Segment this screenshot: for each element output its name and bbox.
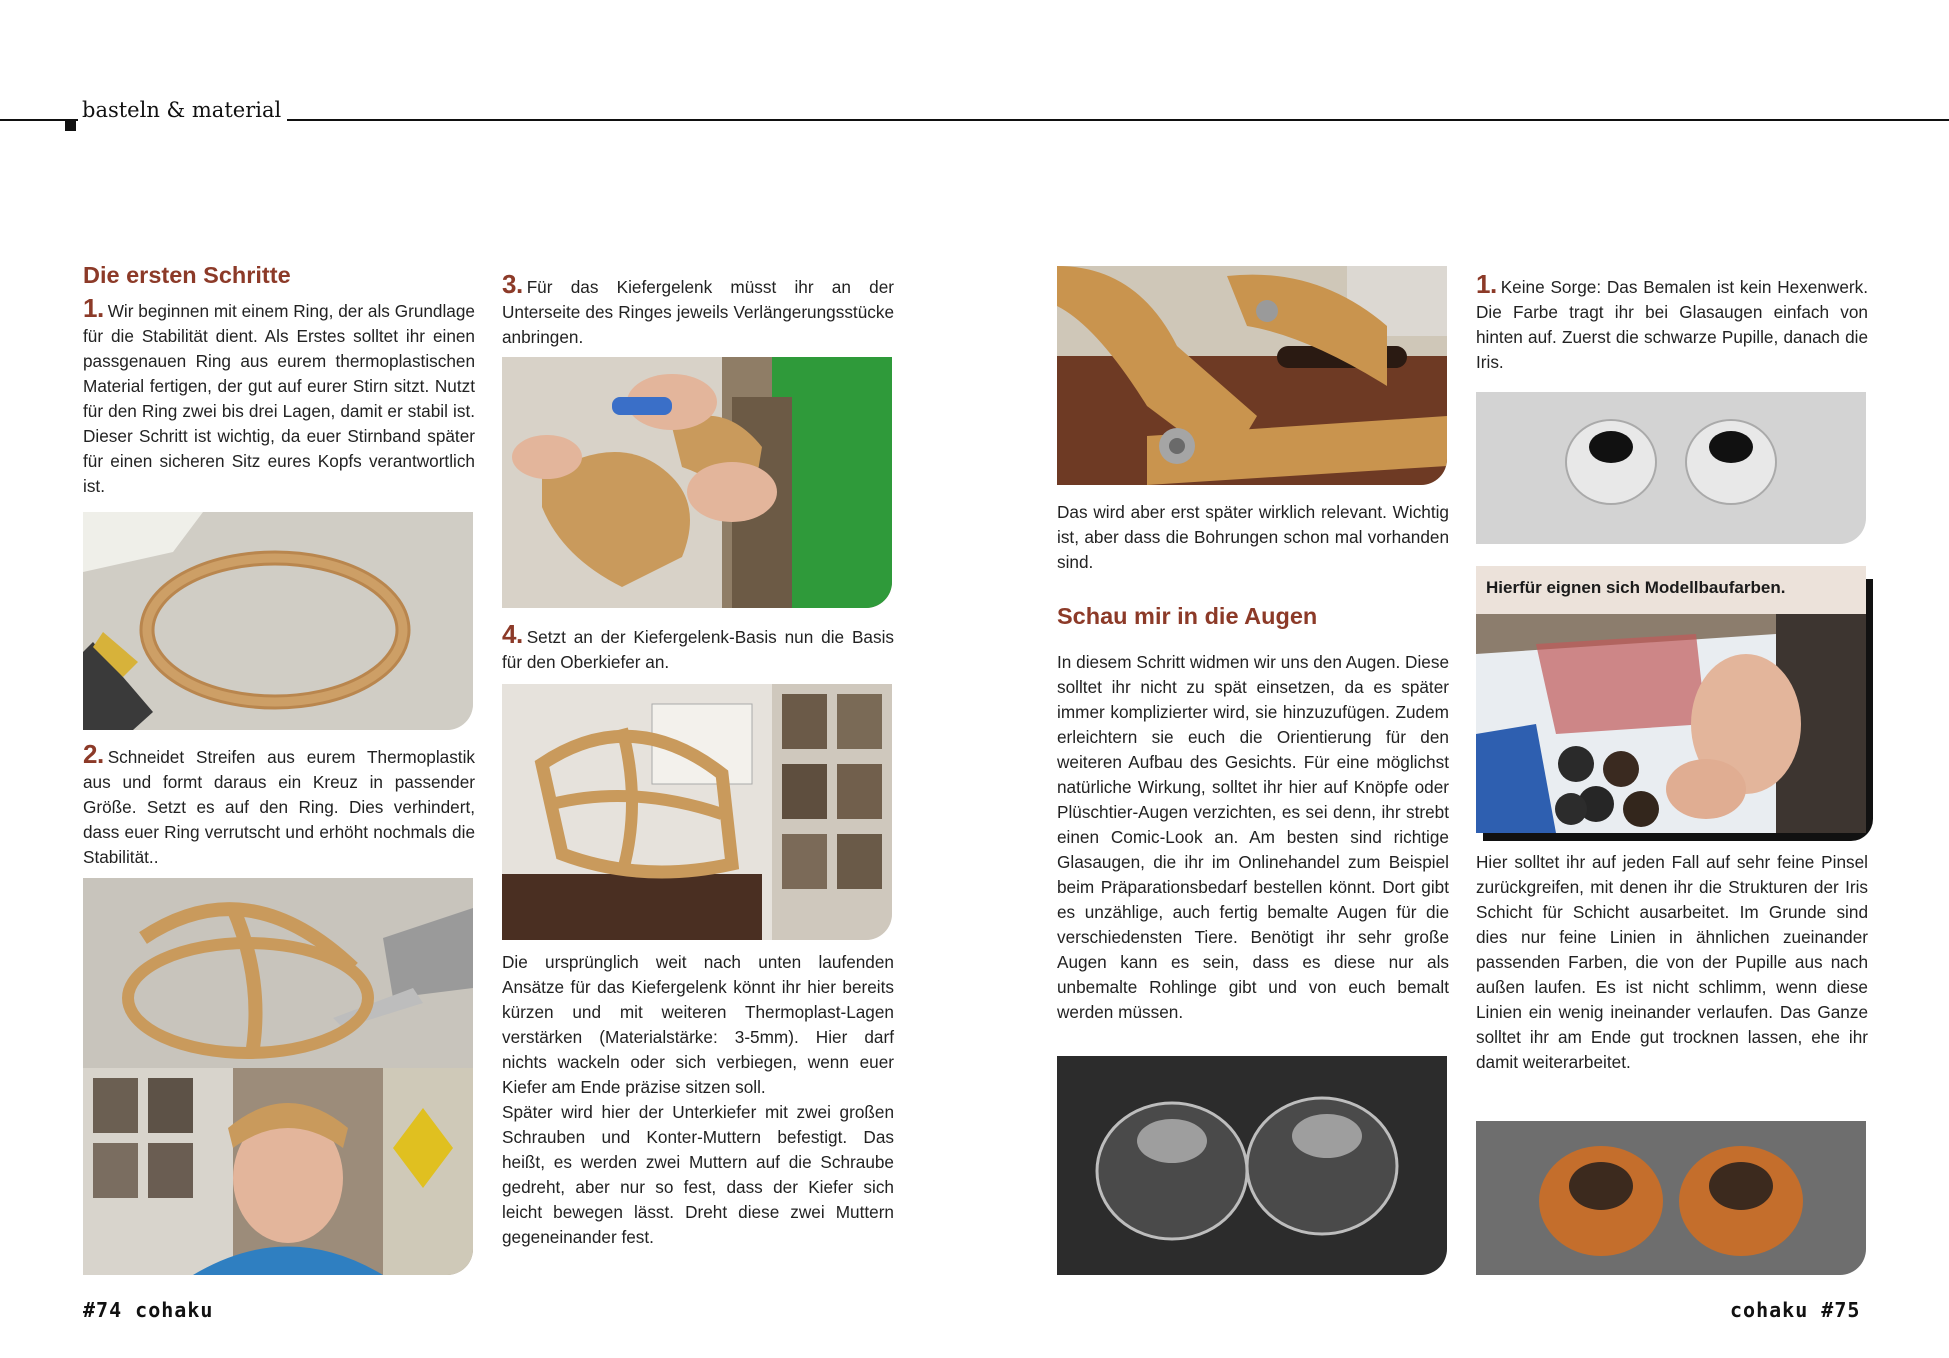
header-marker xyxy=(65,119,76,131)
step1-number: 1. xyxy=(83,293,104,323)
section-title-first-steps: Die ersten Schritte xyxy=(83,262,291,288)
step2-number: 2. xyxy=(83,739,104,769)
photo-finished-eyes xyxy=(1476,1121,1866,1275)
step4-number: 4. xyxy=(502,619,523,649)
footer-left-page-number: #74 cohaku xyxy=(83,1298,214,1322)
photo-jaw-bolts xyxy=(1057,266,1447,485)
photo-thermoplast-ring xyxy=(83,512,473,730)
col4-step1-text: Keine Sorge: Das Bemalen ist kein Hexenwerk. Die Farbe tragt ihr bei Glasaugen einfach von hinten auf. Zuerst die schwarze Pupille, danach die Iris. xyxy=(1476,277,1868,372)
photo-painted-pupils xyxy=(1476,392,1866,544)
col4-step1-block xyxy=(1476,269,1868,375)
step4-text: Setzt an der Kiefergelenk-Basis nun die Basis für den Oberkiefer an. xyxy=(502,627,894,672)
header-rule xyxy=(0,119,1949,121)
section-header: basteln & material xyxy=(78,96,287,124)
footer-right-page-number: cohaku #75 xyxy=(1730,1298,1861,1322)
photo-model-paints xyxy=(1476,614,1866,833)
step3-text-block xyxy=(502,269,894,350)
col2-body-paragraph-2: Später wird hier der Unterkiefer mit zwei großen Schrauben und Konter-Muttern befestigt. Das heißt, es werden zwei Muttern auf die Schraube gedreht, aber nur so fest, dass der Kiefer sich leicht bewegen lässt. Dreht diese zwei Muttern gegeneinander fest. xyxy=(502,1102,894,1247)
step2-text: Schneidet Streifen aus eurem Thermoplastik aus und formt daraus ein Kreuz in passender Größe. Setzt es auf den Ring. Dies verhindert, dass euer Ring verrutscht und erhöht nochmals die Stabilität.. xyxy=(83,747,475,867)
step2-text-block xyxy=(83,739,475,870)
col4-step1-number: 1. xyxy=(1476,269,1497,299)
col2-body-paragraph-1: Die ursprünglich weit nach unten laufenden Ansätze für das Kiefergelenk könnt ihr hier bereits kürzen und mit weiteren Thermoplast-Lagen verstärken (Materialstärke: 3-5mm). Hier darf nichts wackeln oder sich verbiegen, wenn euer Kiefer am Ende präzise sitzen soll. xyxy=(502,952,894,1097)
step1-text: Wir beginnen mit einem Ring, der als Grundlage für die Stabilität dient. Als Erstes solltet ihr einen passgenauen Ring aus eurem thermoplastischen Material fertigen, der gut auf eurer Stirn sitzt. Nutzt für den Ring zwei bis drei Lagen, damit er stabil ist. Dieser Schritt ist wichtig, da euer Stirnband später für einen sicheren Sitz eures Kopfs verantwortlich ist. xyxy=(83,301,475,496)
step4-text-block xyxy=(502,619,894,675)
col3-text-2: In diesem Schritt widmen wir uns den Augen. Diese solltet ihr nicht zu spät einsetzen, da es später immer komplizierter wird, sie hinzuzufügen. Zudem erleichtern sie euch die Orientierung für den weiteren Aufbau des Gesichts. Für eine möglichst natürliche Wirkung, solltet ihr hier auf Knöpfe oder Plüschtier-Augen verzichten, es sei denn, ihr strebt einen Comic-Look an. Am besten sind richtige Glasaugen, die ihr im Onlinehandel zum Beispiel beim Präparationsbedarf bestellen könnt. Dort gibt es unzählige, auch fertig bemalte Augen für die verschiedensten Tiere. Benötigt ihr sehr große Augen kann es sein, dass es diese nur als unbemalte Rohlinge gibt und von euch bemalt werden müssen. xyxy=(1057,652,1449,1022)
photo-cross-and-headband xyxy=(83,878,473,1275)
section-title-eyes: Schau mir in die Augen xyxy=(1057,603,1318,629)
step1-text-block xyxy=(83,293,475,499)
photo-caption: Hierfür eignen sich Modellbaufarben. xyxy=(1476,566,1866,614)
col4-text-2: Hier solltet ihr auf jeden Fall auf sehr feine Pinsel zurückgreifen, mit denen ihr die Strukturen der Iris Schicht für Schicht ausarbeitet. Im Grunde sind dies nur feine Linien in ähnlichen zueinander passenden Farben, die von der Pupille aus nach außen laufen. Es ist nicht schlimm, wenn diese Linien ein wenig ineinander verlaufen. Das Ganze solltet ihr am Ende gut trocknen lassen, ehe ihr damit weiterarbeitet. xyxy=(1476,852,1868,1072)
photo-jaw-joint-heating xyxy=(502,357,892,608)
step3-number: 3. xyxy=(502,269,523,299)
col3-text-1: Das wird aber erst später wirklich relevant. Wichtig ist, aber dass die Bohrungen schon mal vorhanden sind. xyxy=(1057,502,1449,572)
step3-text: Für das Kiefergelenk müsst ihr an der Unterseite des Ringes jeweils Verlängerungsstücke anbringen. xyxy=(502,277,894,347)
photo-upper-jaw-base xyxy=(502,684,892,940)
photo-glass-eyes-dark xyxy=(1057,1056,1447,1275)
col2-body-text xyxy=(502,950,894,1250)
